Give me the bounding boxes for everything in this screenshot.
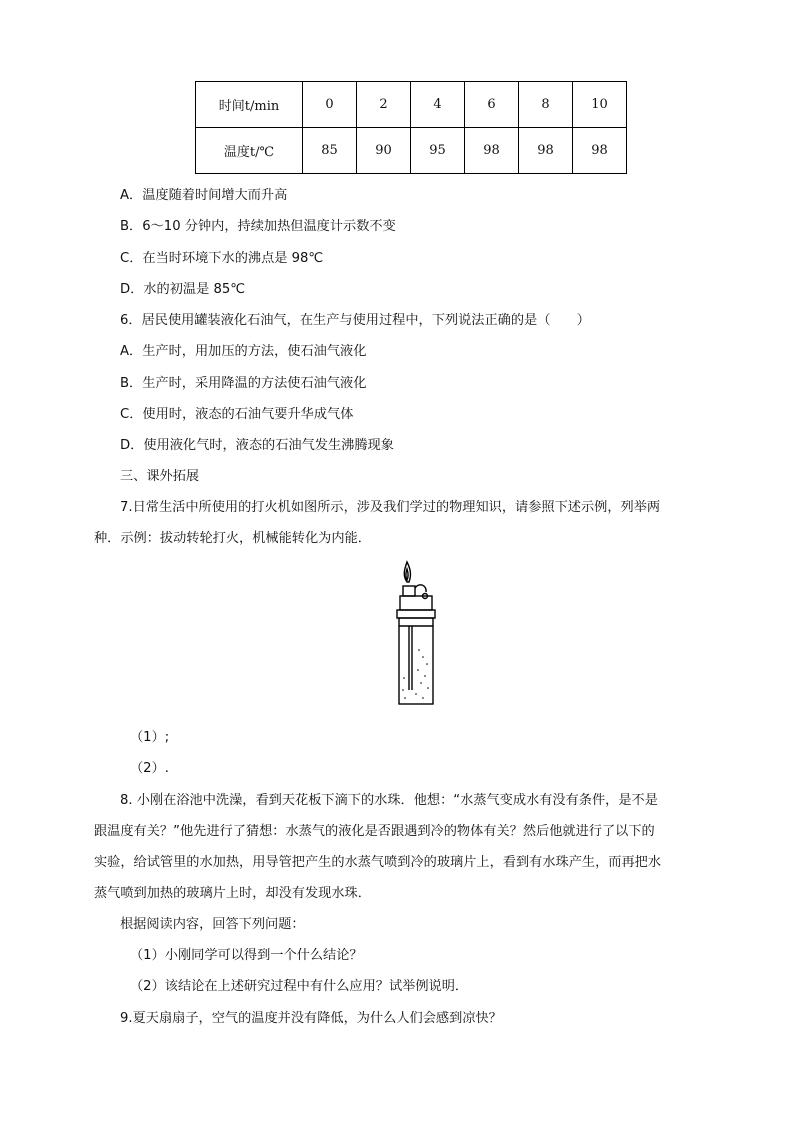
- q8-text-line: 跟温度有关？”他先进行了猜想：水蒸气的液化是否跟遇到冷的物体有关？然后他就进行了以下的: [94, 824, 655, 839]
- q8-text-line: 8. 小刚在浴池中洗澡，看到天花板下滴下的水珠．他想：“水蒸气变成水有没有条件，是不是: [120, 793, 658, 808]
- temperature-cell: 90: [357, 128, 411, 174]
- temperature-cell: 98: [573, 128, 627, 174]
- time-cell: 2: [357, 82, 411, 128]
- q8-text-line: 实验，给试管里的水加热，用导管把产生的水蒸气喷到冷的玻璃片上，看到有水珠产生，而再把水: [94, 855, 662, 870]
- q6-option-b: B．生产时，采用降温的方法使石油气液化: [120, 376, 367, 391]
- q6-stem: 6．居民使用罐装液化石油气，在生产与使用过程中，下列说法正确的是（ ）: [120, 313, 590, 328]
- table-row-temperature: [196, 128, 627, 174]
- q5-option-d: D．水的初温是 85℃: [120, 282, 246, 297]
- q5-option-a: A．温度随着时间增大而升高: [120, 188, 288, 203]
- q7-text-line: 种．示例：拔动转轮打火，机械能转化为内能．: [94, 531, 371, 546]
- section-heading: 三、课外拓展: [120, 469, 200, 484]
- temperature-cell: 98: [465, 128, 519, 174]
- table-row-time: [196, 82, 627, 128]
- temperature-header-cell: 温度t/℃: [196, 128, 303, 174]
- time-cell: 4: [411, 82, 465, 128]
- q5-option-b: B．6～10 分钟内，持续加热但温度计示数不变: [120, 219, 396, 234]
- q8-subquestion-2: （2）该结论在上述研究过程中有什么应用？试举例说明．: [130, 979, 469, 994]
- temperature-cell: 95: [411, 128, 465, 174]
- q9-text: 9.夏天扇扇子，空气的温度并没有降低，为什么人们会感到凉快？: [120, 1011, 502, 1026]
- q5-option-c: C．在当时环境下水的沸点是 98℃: [120, 251, 324, 266]
- q8-text-line: 蒸气喷到加热的玻璃片上时，却没有发现水珠．: [94, 886, 371, 901]
- lighter-figure: [392, 560, 440, 708]
- q8-prompt: 根据阅读内容，回答下列问题：: [120, 917, 305, 932]
- temperature-cell: 85: [303, 128, 357, 174]
- q6-option-d: D．使用液化气时，液态的石油气发生沸腾现象: [120, 438, 394, 453]
- q6-option-c: C．使用时，液态的石油气要升华成气体: [120, 407, 354, 422]
- q7-text-line: 7.日常生活中所使用的打火机如图所示，涉及我们学过的物理知识，请参照下述示例，列举两: [120, 500, 661, 515]
- q6-option-a: A．生产时，用加压的方法，使石油气液化: [120, 344, 367, 359]
- time-cell: 0: [303, 82, 357, 128]
- temperature-cell: 98: [519, 128, 573, 174]
- q8-subquestion-1: （1）小刚同学可以得到一个什么结论？: [130, 948, 363, 963]
- q7-blank-1: （1）;: [130, 730, 170, 745]
- time-header-cell: 时间t/min: [196, 82, 303, 128]
- q7-blank-2: （2）.: [130, 761, 169, 776]
- time-cell: 8: [519, 82, 573, 128]
- time-cell: 10: [573, 82, 627, 128]
- time-temperature-table: [195, 81, 627, 174]
- time-cell: 6: [465, 82, 519, 128]
